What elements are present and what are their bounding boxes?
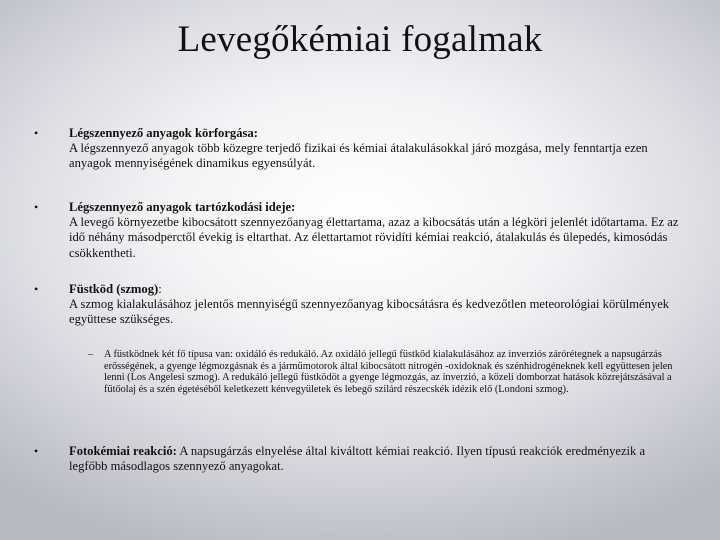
bullet-body	[69, 200, 681, 261]
sub-bullet-text: A füstködnek két fő típusa van: oxidáló és redukáló. Az oxidáló jellegű füstköd kialakulásához az inverziós zárórétegnek a napsugárzás erősségének, a gyenge légmozgásnak és a járműmotorok által kibocsátott nitrogén -oxidoknak és szénhidrogéneknek kell együttesen jelen lenni (Los Angelesi szmog). A redukáló jellegű füstködöt a gyenge légmozgás, az inverzió, a közeli domborzat hatások közrejátszásával a fűtőolaj és a szén égetéséből keletkezett kénvegyületek és lebegő szilárd részecskék idézik elő (Londoni szmog).	[104, 349, 673, 395]
bullet-heading-suffix: :	[158, 282, 162, 296]
bullet-heading: Füstköd (szmog)	[69, 282, 159, 296]
bullet-heading-wrap	[69, 282, 681, 297]
bullet-text: A levegő környezetbe kibocsátott szennyezőanyag élettartama, azaz a kibocsátás után a légköri jelenlét időtartama. Ez az idő néhány másodperctől évekig is eltarthat. Az élettartamot rövidíti kémiai reakció, átalakulás és ülepedés, kimosódás csökkentheti.	[69, 215, 679, 260]
bullet-marker: •	[34, 282, 39, 296]
bullet-marker: •	[34, 200, 39, 214]
bullet-text: A légszennyező anyagok több közegre terjedő fizikai és kémiai átalakulásokkal járó mozgása, mely fenntartja ezen anyagok mennyiségének dinamikus egyensúlyát.	[69, 141, 648, 171]
bullet-body	[69, 282, 681, 328]
bullet-heading: Légszennyező anyagok tartózkodási ideje:	[69, 200, 296, 214]
bullet-marker: •	[34, 126, 39, 140]
bullet-body	[69, 444, 681, 474]
bullet-body	[69, 126, 681, 172]
bullet-heading: Fotokémiai reakció:	[69, 444, 177, 458]
sub-bullet-marker: –	[88, 349, 94, 360]
bullet-heading: Légszennyező anyagok körforgása:	[69, 126, 258, 140]
bullet-text: A napsugárzás elnyelése által kiváltott kémiai reakció. Ilyen típusú reakciók eredményezik a legfőbb másodlagos szennyező anyagokat.	[69, 444, 646, 474]
slide-title: Levegőkémiai fogalmak	[177, 19, 543, 60]
bullet-text: A szmog kialakulásához jelentős mennyiségű szennyezőanyag kibocsátásra és kedvezőtlen meteorológiai körülmények együttese szükséges.	[69, 297, 670, 327]
bullet-marker: •	[34, 444, 39, 458]
